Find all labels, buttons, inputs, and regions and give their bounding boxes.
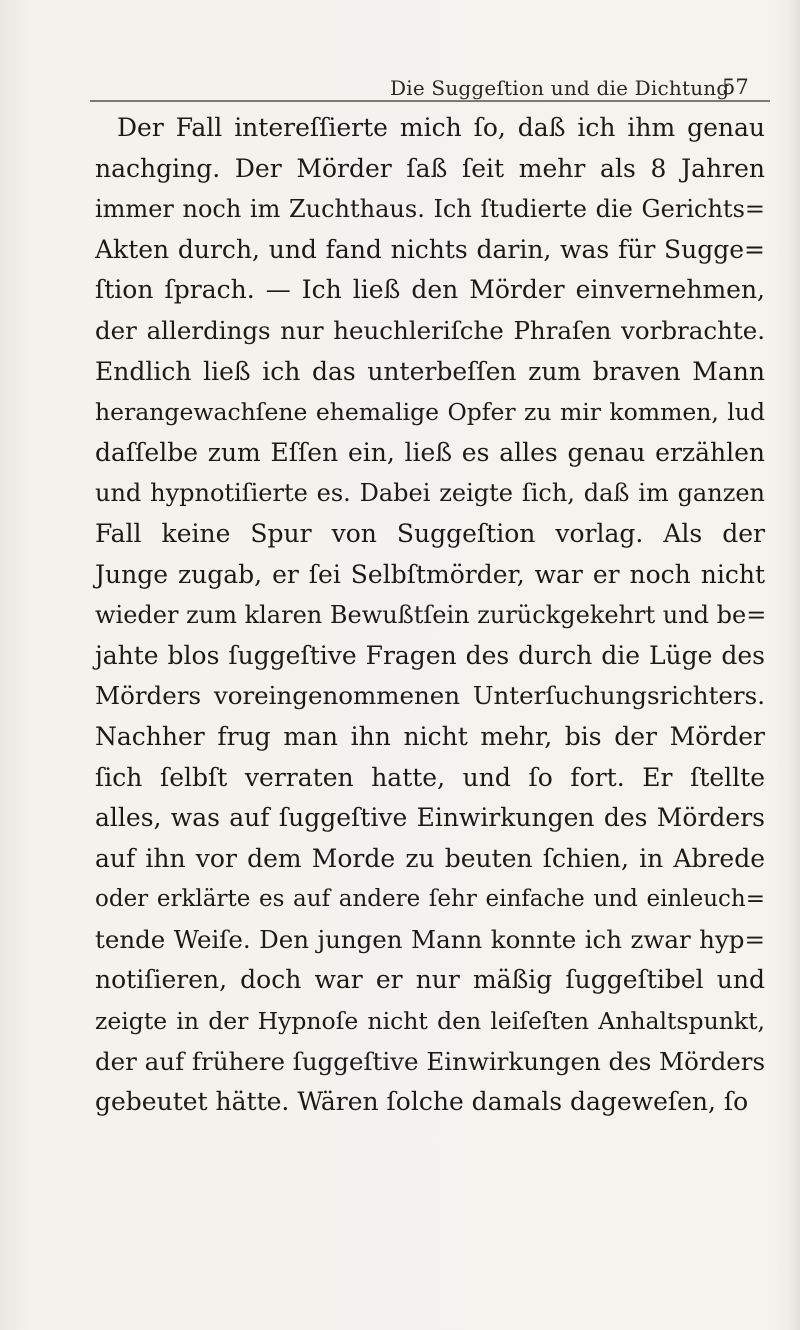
- running-head: [0, 70, 800, 100]
- text-line: ſtion ſprach. — Ich ließ den Mörder einvernehmen,: [95, 275, 765, 305]
- text-line: immer noch im Zuchthaus. Ich ſtudierte die Gerichts=: [95, 195, 765, 224]
- text-line: der allerdings nur heuchleriſche Phraſen vorbrachte.: [95, 315, 765, 345]
- text-line: oder erklärte es auf andere ſehr einfache und einleuch=: [95, 886, 765, 913]
- text-line: wieder zum klaren Bewußtſein zurückgekehrt und be=: [95, 601, 767, 630]
- text-line: daſſelbe zum Eſſen ein, ließ es alles genau erzählen: [95, 437, 765, 467]
- text-line: Mörders voreingenommenen Unterſuchungsrichters.: [95, 681, 765, 711]
- text-line: Der Fall intereſſierte mich ſo, daß ich ihm genau: [117, 113, 765, 142]
- text-line: herangewachſene ehemalige Opfer zu mir kommen, lud: [95, 398, 765, 427]
- text-line: Fall keine Spur von Suggeſtion vorlag. Als der: [95, 518, 765, 548]
- page-edge-shadow: [788, 0, 800, 1330]
- page-number: 57: [722, 75, 749, 99]
- text-line: Nachher frug man ihn nicht mehr, bis der Mörder: [95, 721, 765, 751]
- text-line: der auf frühere ſuggeſtive Einwirkungen des Mörders: [95, 1046, 766, 1076]
- text-line: tende Weiſe. Den jungen Mann konnte ich zwar hyp=: [95, 924, 765, 954]
- text-line: und hypnotiſierte es. Dabei zeigte ſich, daß im ganzen: [95, 479, 765, 508]
- text-line: ſich ſelbſt verraten hatte, und ſo fort. Er ſtellte: [95, 762, 765, 792]
- text-line: jahte blos ſuggeſtive Fragen des durch die Lüge des: [95, 640, 765, 670]
- header-rule: [90, 100, 770, 102]
- running-title: Die Suggeſtion und die Dichtung: [390, 76, 730, 100]
- text-line: notiſieren, doch war er nur mäßig ſuggeſtibel und: [95, 965, 765, 995]
- text-line: Akten durch, und fand nichts darin, was für Sugge=: [95, 234, 765, 264]
- text-line: nachging. Der Mörder ſaß ſeit mehr als 8 Jahren: [95, 153, 765, 183]
- text-line: auf ihn vor dem Morde zu beuten ſchien, in Abrede: [95, 843, 765, 873]
- text-line: Endlich ließ ich das unterbeſſen zum braven Mann: [95, 356, 765, 386]
- text-line: Junge zugab, er ſei Selbſtmörder, war er noch nicht: [95, 559, 765, 589]
- text-line: zeigte in der Hypnoſe nicht den leiſeſten Anhaltspunkt,: [95, 1007, 765, 1036]
- text-line: gebeutet hätte. Wären ſolche damals dageweſen, ſo: [95, 1087, 749, 1117]
- text-line: alles, was auf ſuggeſtive Einwirkungen des Mörders: [95, 803, 765, 833]
- body-text: [95, 108, 765, 1123]
